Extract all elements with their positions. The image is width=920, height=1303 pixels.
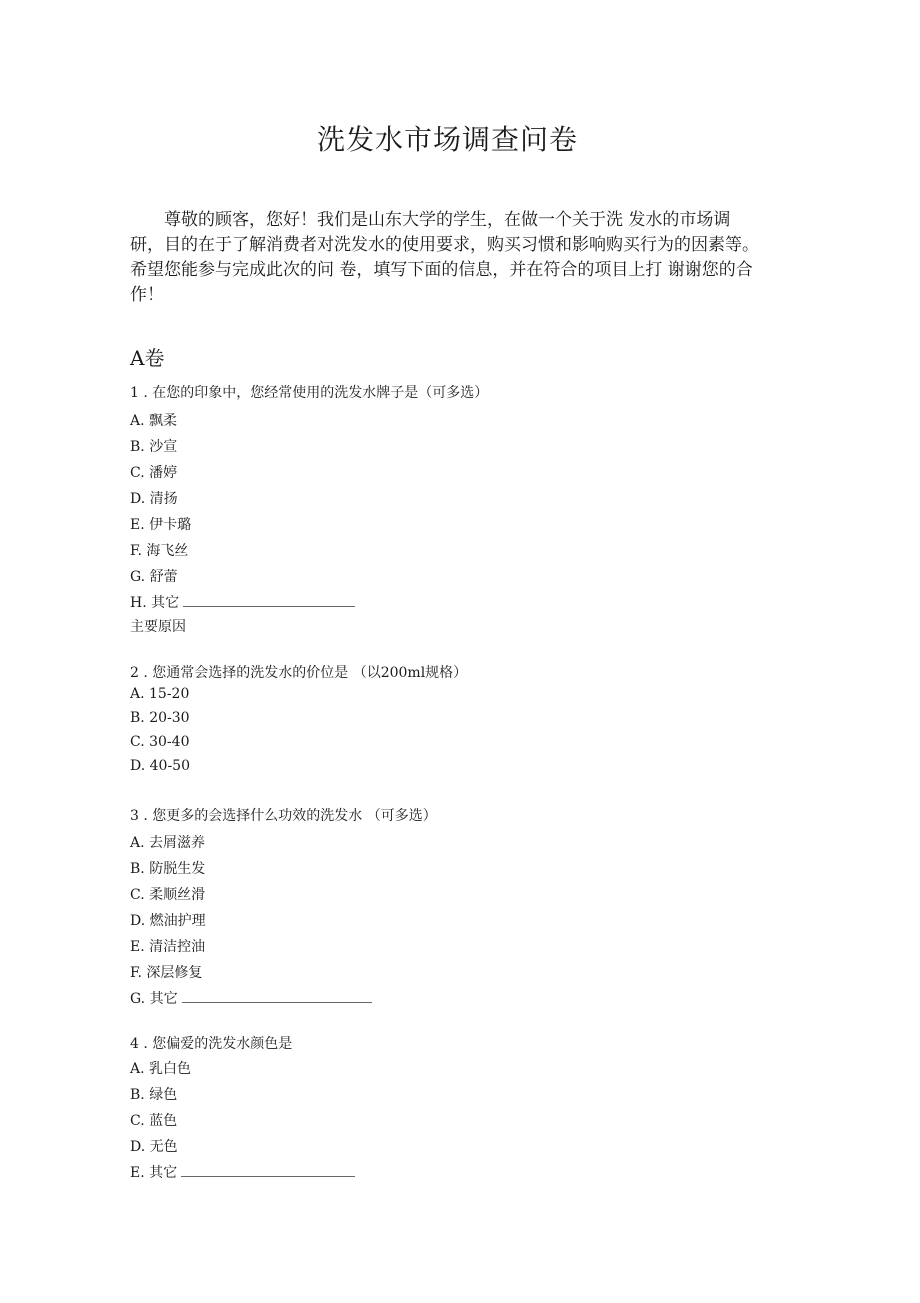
question-1: 1 . 在您的印象中，您经常使用的洗发水牌子是（可多选） bbox=[130, 385, 489, 401]
question-3: 3 . 您更多的会选择什么功效的洗发水 （可多选） bbox=[130, 808, 437, 824]
q1-option-g[interactable]: G. 舒蕾 bbox=[130, 569, 178, 585]
q1-option-e[interactable]: E. 伊卡璐 bbox=[130, 517, 192, 533]
q1-option-f[interactable]: F. 海飞丝 bbox=[130, 543, 189, 559]
q1-option-a[interactable]: A. 飘柔 bbox=[130, 413, 178, 429]
q1-option-d[interactable]: D. 清扬 bbox=[130, 491, 178, 507]
q4-option-b[interactable]: B. 绿色 bbox=[130, 1087, 178, 1103]
q3-option-b[interactable]: B. 防脱生发 bbox=[130, 861, 206, 877]
q3-option-e[interactable]: E. 清洁控油 bbox=[130, 939, 206, 955]
intro-text: 尊敬的顾客，您好！我们是山东大学的学生，在做一个关于洗 发水的市场调研，目的在于了解消费者对洗发水的使用要求，购买习惯和影响购买行为的因素等。希望您能参与完成此次的问 卷，填写下面的信息，并在符合的项目上打 谢谢您的合作！ bbox=[130, 210, 759, 305]
q2-option-a[interactable]: A. 15-20 bbox=[130, 686, 190, 702]
q3-option-d[interactable]: D. 燃油护理 bbox=[130, 913, 206, 929]
q3-option-c[interactable]: C. 柔顺丝滑 bbox=[130, 887, 206, 903]
q1-option-c[interactable]: C. 潘婷 bbox=[130, 465, 178, 481]
intro-paragraph bbox=[130, 208, 760, 308]
q4-option-c[interactable]: C. 蓝色 bbox=[130, 1113, 178, 1129]
section-label: A卷 bbox=[130, 346, 165, 370]
q3-option-f[interactable]: F. 深层修复 bbox=[130, 965, 203, 981]
q2-option-c[interactable]: C. 30-40 bbox=[130, 734, 190, 750]
q3-option-g[interactable] bbox=[130, 988, 372, 1008]
q4-option-e[interactable] bbox=[130, 1162, 355, 1182]
q2-option-d[interactable]: D. 40-50 bbox=[130, 758, 190, 774]
q1-option-b[interactable]: B. 沙宣 bbox=[130, 439, 178, 455]
q3-other-blank[interactable] bbox=[182, 990, 372, 1003]
q2-option-b[interactable]: B. 20-30 bbox=[130, 710, 190, 726]
question-4: 4 . 您偏爱的洗发水颜色是 bbox=[130, 1036, 293, 1052]
q3-option-a[interactable]: A. 去屑滋养 bbox=[130, 835, 206, 851]
q1-option-h[interactable] bbox=[130, 592, 355, 612]
q4-option-a[interactable]: A. 乳白色 bbox=[130, 1061, 192, 1077]
question-2: 2 . 您通常会选择的洗发水的价位是 （以200ml规格） bbox=[130, 665, 468, 681]
q4-other-blank[interactable] bbox=[181, 1164, 355, 1177]
q1-reason-label: 主要原因 bbox=[130, 619, 186, 635]
q4-option-d[interactable]: D. 无色 bbox=[130, 1139, 178, 1155]
q1-option-h-label: H. 其它 bbox=[130, 595, 180, 611]
q3-option-g-label: G. 其它 bbox=[130, 991, 178, 1007]
q4-option-e-label: E. 其它 bbox=[130, 1165, 178, 1181]
q1-other-blank[interactable] bbox=[183, 594, 355, 607]
page-title: 洗发水市场调查问卷 bbox=[316, 123, 578, 156]
